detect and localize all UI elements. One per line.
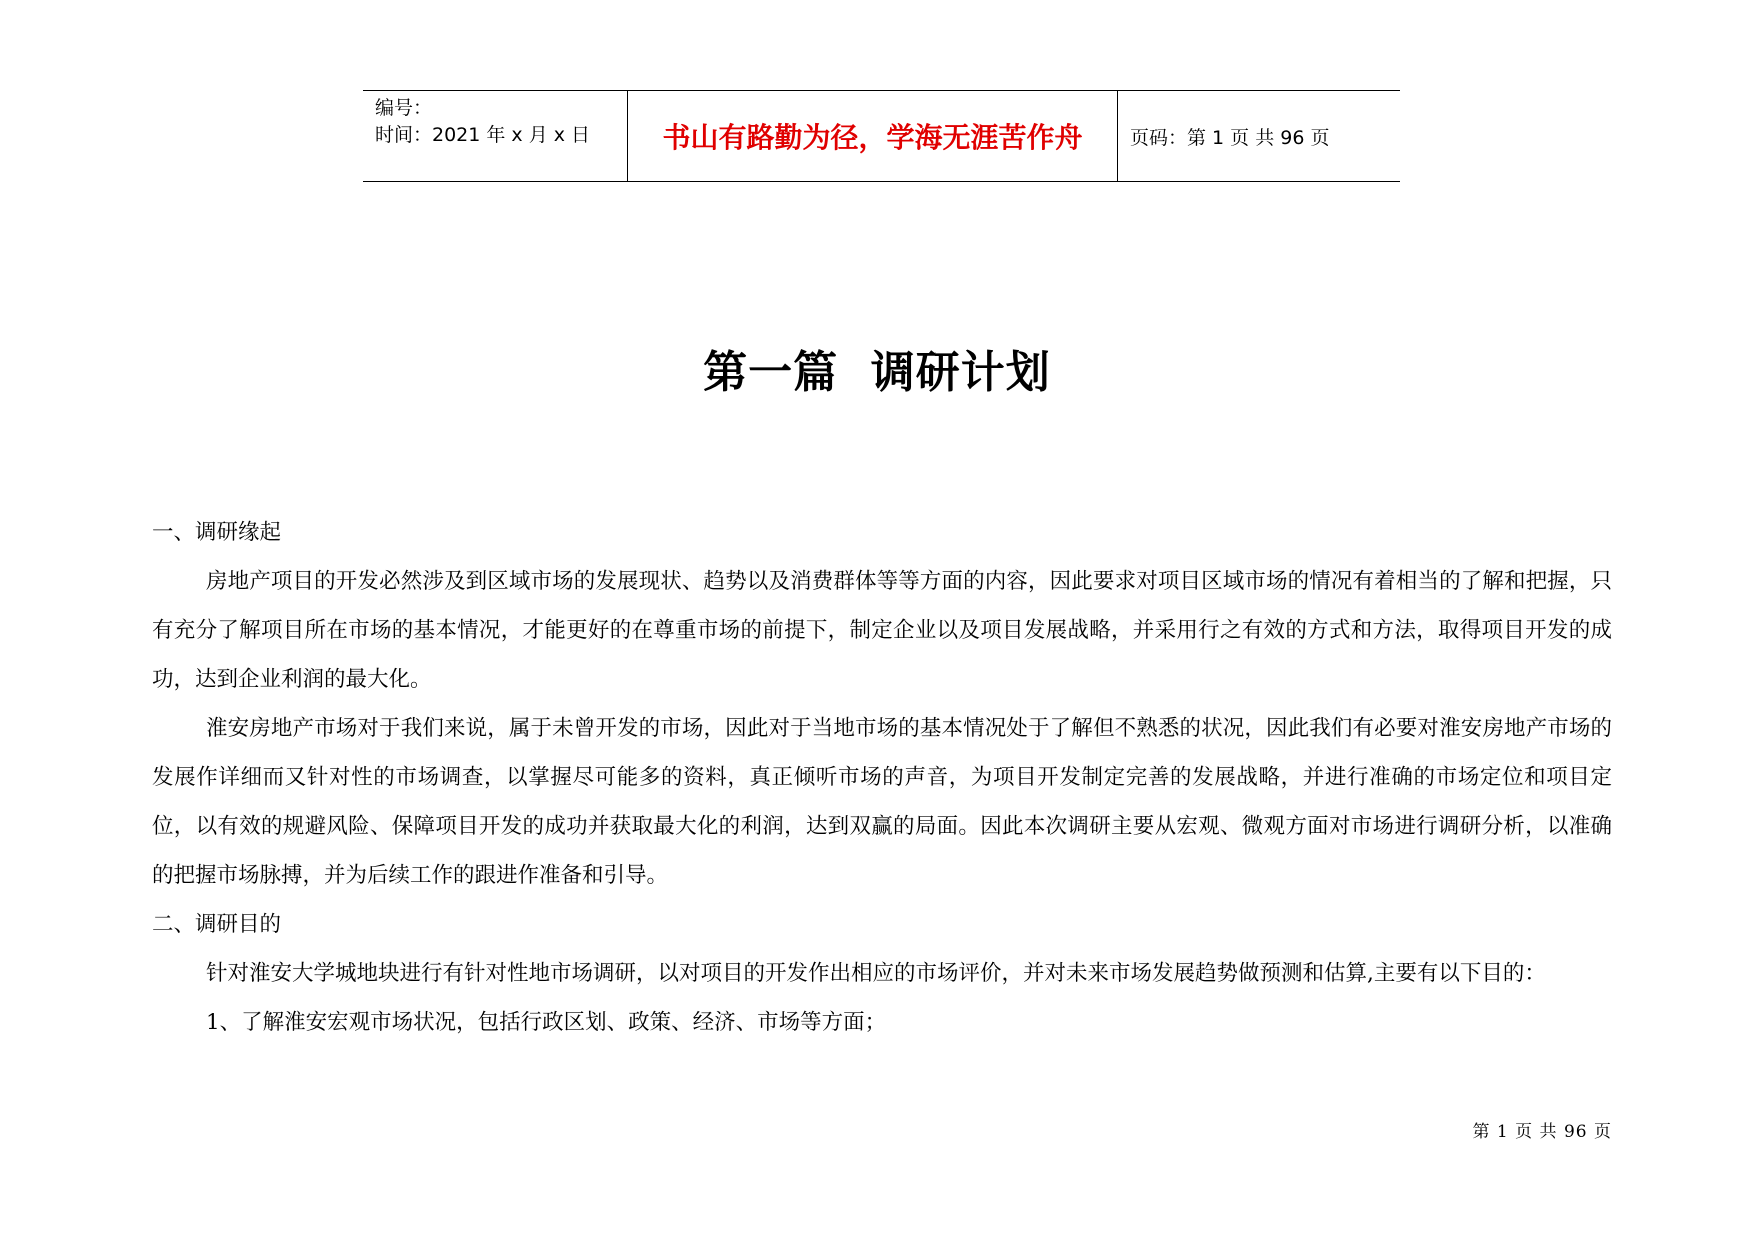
header-meta-cell <box>363 91 628 181</box>
header-page-info: 页码：第 1 页 共 96 页 <box>1130 126 1330 149</box>
list-item: 1、了解淮安宏观市场状况，包括行政区划、政策、经济、市场等方面； <box>206 1010 887 1035</box>
section-heading: 一、调研缘起 <box>152 520 282 545</box>
body-paragraph: 针对淮安大学城地块进行有针对性地市场调研，以对项目的开发作出相应的市场评价，并对未来市场发展趋势做预测和估算,主要有以下目的： <box>206 961 1546 986</box>
document-header <box>363 90 1400 182</box>
number-label: 编号： <box>375 97 433 119</box>
page-footer: 第 1 页 共 96 页 <box>1472 1122 1612 1142</box>
page-title: 第一篇 调研计划 <box>703 347 1051 398</box>
body-paragraph: 房地产项目的开发必然涉及到区域市场的发展现状、趋势以及消费群体等等方面的内容，因此要求对项目区域市场的情况有着相当的了解和把握，只有充分了解项目所在市场的基本情况，才能更好的在尊重市场的前提下，制定企业以及项目发展战略，并采用行之有效的方式和方法，取得项目开发的成功，达到企业利润的最大化。 <box>152 569 1612 692</box>
section-heading: 二、调研目的 <box>152 912 282 937</box>
body-paragraph: 淮安房地产市场对于我们来说，属于未曾开发的市场，因此对于当地市场的基本情况处于了解但不熟悉的状况，因此我们有必要对淮安房地产市场的发展作详细而又针对性的市场调查，以掌握尽可能多的资料，真正倾听市场的声音，为项目开发制定完善的发展战略，并进行准确的市场定位和项目定位，以有效的规避风险、保障项目开发的成功并获取最大化的利润，达到双赢的局面。因此本次调研主要从宏观、微观方面对市场进行调研分析，以准确的把握市场脉搏，并为后续工作的跟进作准备和引导。 <box>152 716 1612 888</box>
document-body <box>152 508 1612 1047</box>
header-motto-cell <box>628 91 1118 181</box>
time-label: 时间：2021 年 x 月 x 日 <box>375 124 591 146</box>
header-page-cell <box>1118 91 1400 181</box>
motto-text: 书山有路勤为径，学海无涯苦作舟 <box>662 121 1083 154</box>
